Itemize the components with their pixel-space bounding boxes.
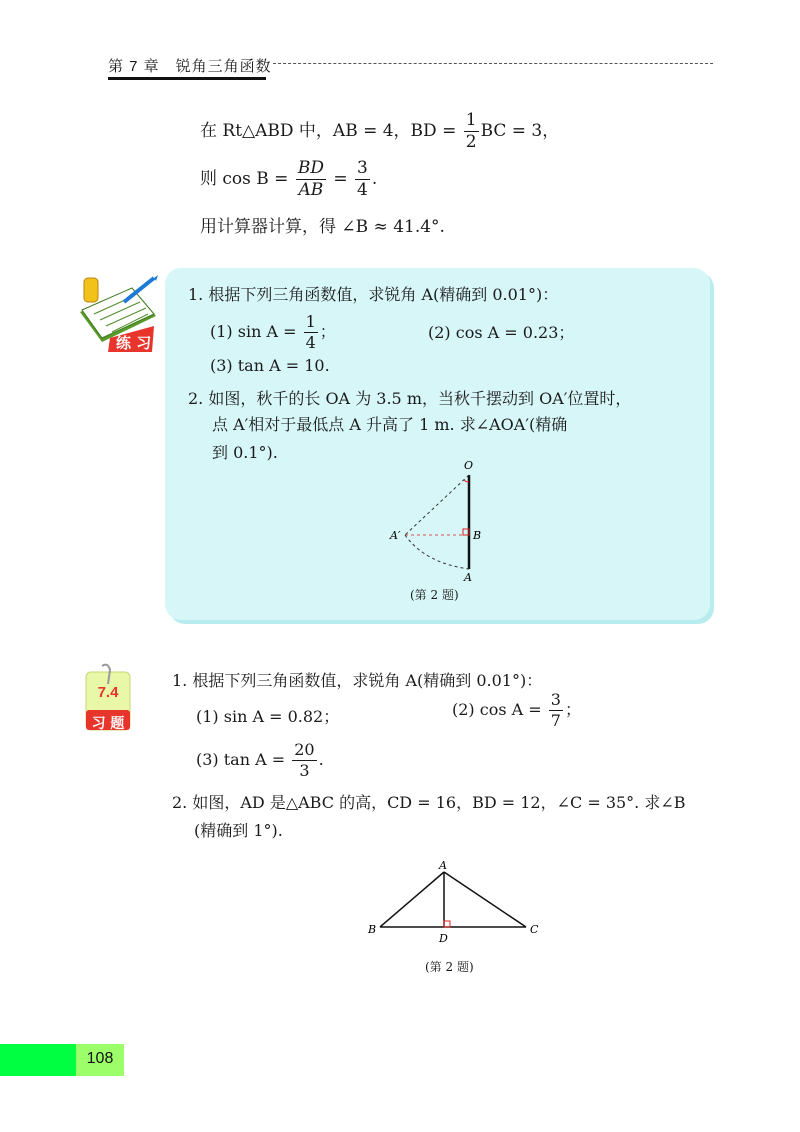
label-a: A xyxy=(439,859,447,872)
practice-q1-part1-suffix: ； xyxy=(319,322,336,341)
fraction-denominator: 2 xyxy=(465,132,477,152)
fraction-numerator: 1 xyxy=(305,312,316,331)
fraction-numerator: 3 xyxy=(357,158,368,178)
swing-arc xyxy=(405,535,469,569)
exercise-badge-number: 7.4 xyxy=(97,684,119,701)
solution-line-1 xyxy=(200,112,559,151)
fraction-denominator: 4 xyxy=(357,180,368,200)
exercise-q1-part3-suffix: . xyxy=(318,750,324,769)
exercise-q1-part3 xyxy=(196,742,324,779)
practice-figure-caption: (第 2 题) xyxy=(410,588,459,602)
exercise-q1-part2-prefix: (2) cos A = xyxy=(452,700,547,719)
practice-q1-part1-prefix: (1) sin A = xyxy=(210,322,302,341)
exercise-q1-part2-suffix: ； xyxy=(564,700,581,719)
solution-line-1-prefix: 在 Rt△ABD 中，AB = 4，BD = xyxy=(200,121,462,141)
label-d: D xyxy=(439,932,448,945)
practice-q2-line2: 点 A′相对于最低点 A 升高了 1 m. 求∠AOA′(精确 xyxy=(212,415,568,434)
chapter-header xyxy=(108,50,718,82)
segment-ac xyxy=(444,872,526,927)
fraction-half xyxy=(464,112,479,151)
segment-ab xyxy=(380,872,444,927)
fraction-numerator: 3 xyxy=(550,690,561,709)
label-a-prime: A′ xyxy=(390,529,401,542)
header-underline xyxy=(108,77,266,80)
label-o: O xyxy=(464,459,474,472)
fraction-denominator: 7 xyxy=(550,711,561,730)
label-c: C xyxy=(530,923,539,936)
label-b: B xyxy=(473,529,482,542)
fraction-three-quarters xyxy=(355,160,370,199)
rope-oa-prime xyxy=(405,475,469,535)
solution-line-1-suffix: BC = 3， xyxy=(480,121,560,141)
exercise-q1-part2 xyxy=(452,692,581,729)
exercise-q1-part1: (1) sin A = 0.82； xyxy=(196,707,340,726)
fraction-three-sevenths xyxy=(549,692,563,729)
fraction-denominator: 3 xyxy=(299,761,310,780)
fraction-numerator: 20 xyxy=(294,740,315,759)
swing-figure xyxy=(380,455,510,585)
practice-q2-line1: 2. 如图，秋千的长 OA 为 3.5 m，当秋千摆动到 OA′位置时， xyxy=(188,389,632,408)
fraction-bd-ab xyxy=(296,160,326,199)
fraction-twenty-thirds xyxy=(292,742,316,779)
fraction-one-quarter xyxy=(304,314,318,351)
fraction-denominator: AB xyxy=(298,180,324,200)
solution-line-2-suffix: . xyxy=(371,169,378,189)
header-dashed-rule xyxy=(273,63,713,64)
chapter-title: 第 7 章 锐角三角函数 xyxy=(108,58,272,75)
exercise-q1-part3-prefix: (3) tan A = xyxy=(196,750,291,769)
label-a: A xyxy=(464,571,472,584)
practice-q1-part3: (3) tan A = 10. xyxy=(210,356,330,375)
practice-q1-part2: (2) cos A = 0.23； xyxy=(428,323,575,342)
label-b: B xyxy=(368,923,377,936)
exercise-figure-caption: (第 2 题) xyxy=(425,960,474,974)
practice-q1-text: 1. 根据下列三角函数值，求锐角 A(精确到 0.01°)： xyxy=(188,285,559,304)
solution-line-2 xyxy=(200,160,377,199)
fraction-denominator: 4 xyxy=(305,333,316,352)
exercise-q2-line2: (精确到 1°). xyxy=(194,821,283,840)
exercise-q1-text: 1. 根据下列三角函数值，求锐角 A(精确到 0.01°)： xyxy=(172,671,543,690)
equals-sign: = xyxy=(327,169,354,189)
practice-badge-label: 练 习 xyxy=(116,334,152,352)
page-number: 108 xyxy=(86,1050,114,1067)
exercise-q2-line1: 2. 如图，AD 是△ABC 的高，CD = 16，BD = 12，∠C = 35°. 求∠B xyxy=(172,793,686,812)
solution-line-2-prefix: 则 cos B = xyxy=(200,169,294,189)
exercise-badge-label: 习 题 xyxy=(91,716,125,732)
triangle-figure xyxy=(360,855,550,945)
right-angle-mark xyxy=(444,921,450,927)
fraction-numerator: BD xyxy=(297,158,324,178)
fraction-numerator: 1 xyxy=(465,110,477,130)
practice-q1-part1 xyxy=(210,314,336,351)
practice-q2-line3: 到 0.1°). xyxy=(212,443,278,462)
solution-line-3: 用计算器计算，得 ∠B ≈ 41.4°. xyxy=(200,217,445,237)
